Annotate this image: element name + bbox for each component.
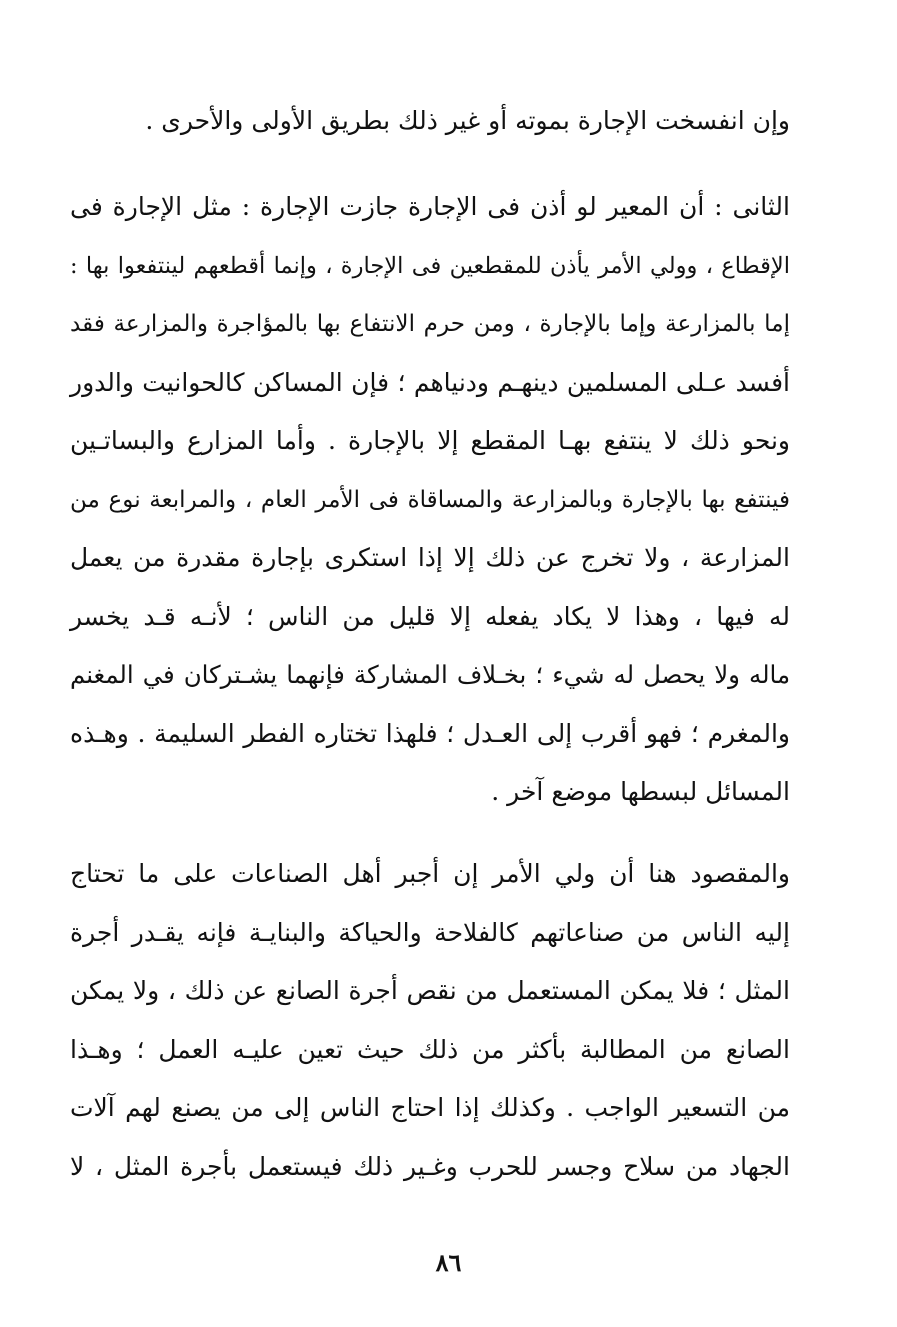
text-line: والمغرم ؛ فهو أقرب إلى العـدل ؛ فلهذا تختاره الفطر السليمة . وهـذه — [70, 718, 790, 748]
text-line: إليه الناس من صناعاتهم كالفلاحة والحياكة والبنايـة فإنه يقـدر أجرة — [70, 917, 791, 947]
text-line: له فيها ، وهذا لا يكاد يفعله إلا قليل من الناس ؛ لأنـه قـد يخسر — [70, 601, 790, 631]
page-number: ٨٦ — [435, 1248, 462, 1277]
text-line: المسائل لبسطها موضع آخر . — [491, 777, 790, 806]
text-line: المزارعة ، ولا تخرج عن ذلك إلا إذا استكرى بإجارة مقدرة من يعمل — [70, 543, 790, 572]
text-line: ماله ولا يحصل له شيء ؛ بخـلاف المشاركة فإنهما يشـتركان في المغنم — [70, 660, 790, 689]
text-line: ونحو ذلك لا ينتفع بهـا المقطع إلا بالإجارة . وأما المزارع والبساتـين — [70, 426, 790, 455]
text-line: إما بالمزارعة وإما بالإجارة ، ومن حرم الانتفاع بها بالمؤاجرة والمزارعة فقد — [70, 311, 790, 337]
paragraph-1 — [70, 92, 790, 151]
paragraph-3 — [70, 845, 790, 1196]
text-line: أفسد عـلى المسلمين دينهـم ودنياهم ؛ فإن المساكن كالحوانيت والدور — [70, 367, 790, 397]
text-line: الإقطاع ، وولي الأمر يأذن للمقطعين فى الإجارة ، وإنما أقطعهم لينتفعوا بها : — [70, 252, 790, 279]
text-line: الجهاد من سلاح وجسر للحرب وغـير ذلك فيستعمل بأجرة المثل ، لا — [70, 1151, 790, 1181]
text-line: الثانى : أن المعير لو أذن فى الإجارة جازت الإجارة : مثل الإجارة فى — [70, 192, 790, 221]
text-line: الصانع من المطالبة بأكثر من ذلك حيث تعين عليـه العمل ؛ وهـذا — [70, 1034, 790, 1064]
paragraph-2 — [70, 178, 790, 822]
text-line: والمقصود هنا أن ولي الأمر إن أجبر أهل الصناعات على ما تحتاج — [70, 859, 790, 888]
text-line: وإن انفسخت الإجارة بموته أو غير ذلك بطريق الأولى والأحرى . — [145, 106, 790, 135]
text-line: من التسعير الواجب . وكذلك إذا احتاج الناس إلى من يصنع لهم آلات — [70, 1093, 790, 1122]
text-line: المثل ؛ فلا يمكن المستعمل من نقص أجرة الصانع عن ذلك ، ولا يمكن — [70, 976, 790, 1005]
text-line: فينتفع بها بالإجارة وبالمزارعة والمساقاة فى الأمر العام ، والمرابعة نوع من — [70, 486, 790, 513]
